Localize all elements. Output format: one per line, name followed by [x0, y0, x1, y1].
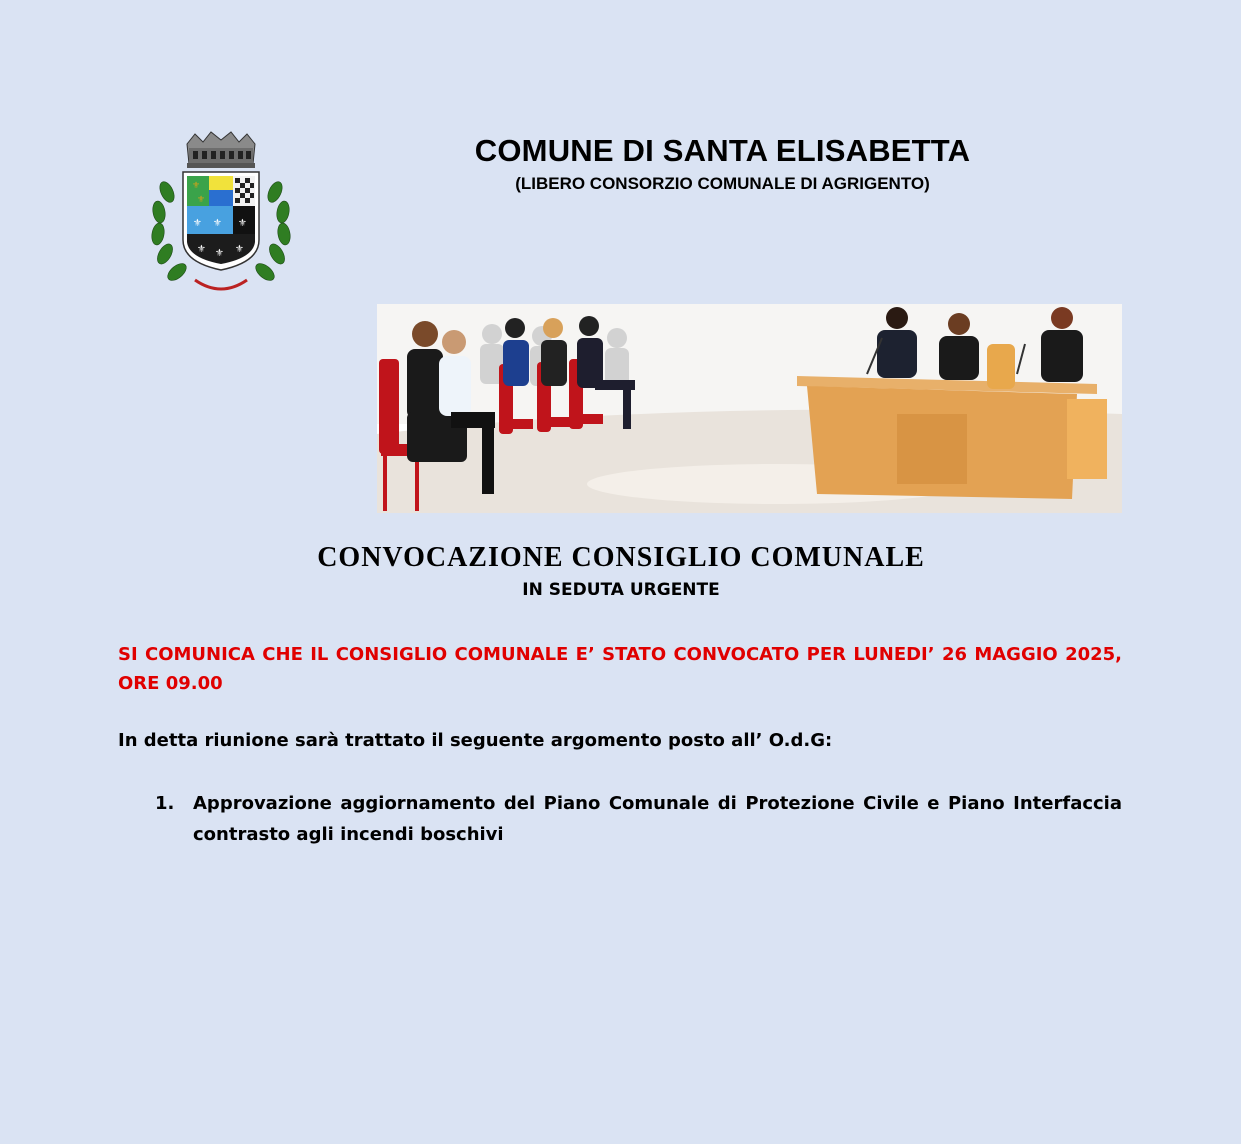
agenda-item-number: 1. — [155, 793, 175, 814]
svg-text:⚜: ⚜ — [197, 195, 206, 205]
svg-text:⚜: ⚜ — [197, 244, 206, 255]
municipal-crest-icon — [145, 130, 297, 305]
svg-text:⚜: ⚜ — [215, 248, 224, 259]
agenda-item — [155, 788, 1122, 850]
page-subtitle: (LIBERO CONSORZIO COMUNALE DI AGRIGENTO) — [515, 174, 930, 193]
convocation-title: CONVOCAZIONE CONSIGLIO COMUNALE — [317, 542, 925, 573]
svg-text:⚜: ⚜ — [192, 181, 201, 191]
convocation-subtitle: IN SEDUTA URGENTE — [522, 580, 720, 600]
svg-text:⚜: ⚜ — [235, 244, 244, 255]
svg-text:⚜: ⚜ — [193, 218, 202, 229]
svg-text:⚜: ⚜ — [238, 218, 247, 229]
agenda-item-text: Approvazione aggiornamento del Piano Comunale di Protezione Civile e Piano Interfaccia contrasto agli incendi boschivi — [193, 793, 1122, 845]
page-title: COMUNE DI SANTA ELISABETTA — [474, 133, 971, 168]
council-meeting-illustration — [377, 304, 1122, 513]
svg-text:⚜: ⚜ — [213, 218, 222, 229]
agenda-intro: In detta riunione sarà trattato il seguente argomento posto all’ O.d.G: — [118, 730, 833, 751]
meeting-notice: SI COMUNICA CHE IL CONSIGLIO COMUNALE E’ STATO CONVOCATO PER LUNEDI’ 26 MAGGIO 2025, ORE 09.00 — [118, 644, 1122, 694]
